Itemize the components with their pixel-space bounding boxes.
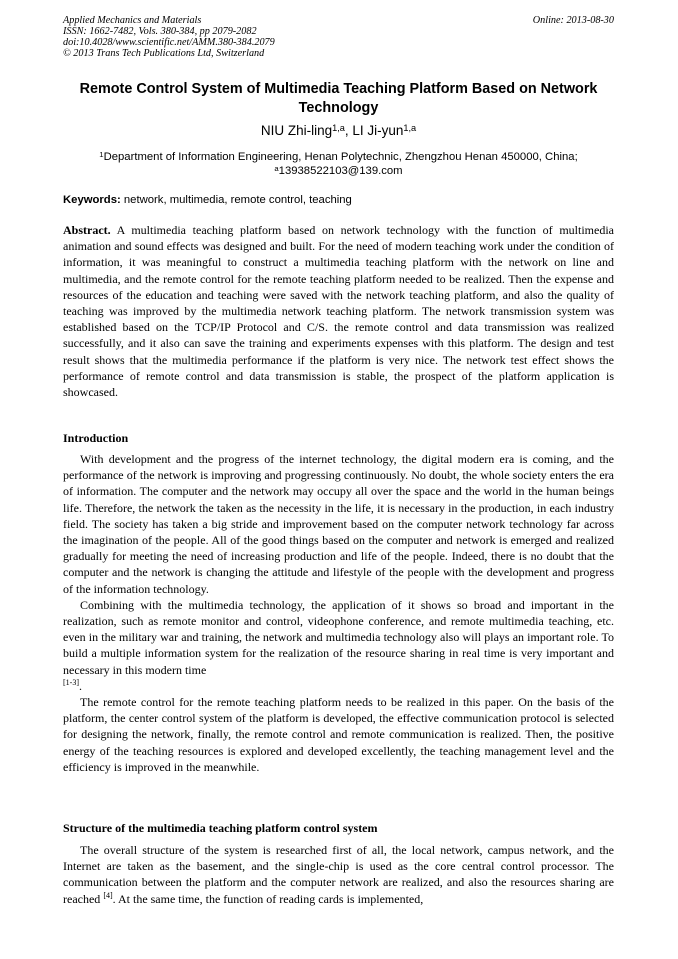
affiliation-block	[63, 150, 614, 178]
introduction-body	[63, 451, 614, 775]
paragraph	[63, 842, 614, 907]
author-affiliation-mark: 1,a	[403, 122, 417, 133]
issn-line: ISSN: 1662-7482, Vols. 380-384, pp 2079-2082	[63, 26, 257, 37]
keywords-text: network, multimedia, remote control, teaching	[120, 194, 352, 206]
paper-title: Remote Control System of Multimedia Teaching Platform Based on Network Technology	[79, 81, 598, 116]
paragraph: The remote control for the remote teaching platform needs to be realized in this paper. On the basis of the platform, the center control system of the platform is developed, the effective communication protocol is selected for designing the network, finally, the remote control and remote communication is realized. Then, the positive energy of the teaching resources is explored and developed excellently, the teaching management level and the efficiency is improved in the meanwhile.	[63, 695, 614, 774]
affiliation-mark: 1	[99, 149, 104, 159]
structure-heading: Structure of the multimedia teaching platform control system	[63, 821, 378, 835]
abstract-label: Abstract.	[63, 223, 111, 237]
journal-header	[63, 15, 275, 59]
author-email: 13938522103@139.com	[278, 165, 403, 177]
email-line	[63, 164, 614, 178]
abstract-text: A multimedia teaching platform based on network technology with the function of multimedia animation and sound effects was designed and built. For the need of modern teaching work under the condition of information, it was meaningful to construct a multimedia teaching platform with the network on line and multimedia, and the remote control for the remote teaching platform needed to be realized. Then the expense and resources of the education and teaching were saved with the network teaching platform, and also the quality of teaching was improved by the multimedia network teaching platform. The network transmission system was established based on the TCP/IP Protocol and C/S. the remote control and data transmission was realized successfully, and it also can save the training and experiments expenses with this platform. The design and test result shows that the multimedia performance if the platform is very nice. The network test effect shows the performance of remote control and data transmission is stable, the prospect of the platform application is showcased.	[63, 223, 614, 400]
paragraph-text: Combining with the multimedia technology, the application of it shows so broad and important in the realization, such as remote monitor and control, videophone conference, and remote multimedia teaching, etc. even in the military war and training, the network and multimedia technology also will plays an important role. To build a multiple information system for the realization of the resource sharing in real time is very important and necessary in this modern time	[63, 597, 614, 677]
online-date: Online: 2013-08-30	[532, 15, 614, 26]
affiliation-text: Department of Information Engineering, Henan Polytechnic, Zhengzhou Henan 450000, China;	[103, 151, 578, 163]
abstract	[63, 222, 614, 400]
affiliation-line	[63, 150, 614, 164]
author-line	[63, 122, 614, 140]
author-name: NIU Zhi-ling	[260, 123, 333, 138]
author-name: LI Ji-yun	[352, 123, 404, 138]
doi-line: doi:10.4028/www.scientific.net/AMM.380-384.2079	[63, 37, 275, 48]
structure-body	[63, 842, 614, 907]
paragraph-text: . At the same time, the function of reading cards is implemented,	[112, 891, 424, 906]
paragraph: With development and the progress of the internet technology, the digital modern era is coming, and the performance of the network is improving and progressing continuously. No doubt, the whole society enters the era of information. The computer and the network may occupy all over the space and the world in the human beings life. Therefore, the network the taken as the necessity in the life, it is necessary in the production, in each industry field. The society has taken a big stride and improvement based on the computer network technology far across the imagination of the people. All of the good things based on the computer and network is emerged and realized gradually for meeting the need of increasing production and life of the people. Indeed, there is no doubt that the computer and the network is changing the attitude and lifestyle of the people with the development and progress of the information technology.	[63, 452, 614, 596]
email-mark: a	[274, 163, 279, 173]
author-affiliation-mark: 1,a	[332, 122, 345, 133]
paragraph-text: The overall structure of the system is researched first of all, the local network, campus network, and the Internet are taken as the basement, and the single-chip is used as the core central control processor. The communication between the platform and the computer network are realized, and also the resources sharing are reached	[63, 843, 614, 906]
citation: [4]	[103, 890, 113, 900]
copyright-line: © 2013 Trans Tech Publications Ltd, Switzerland	[63, 48, 265, 59]
journal-name: Applied Mechanics and Materials	[63, 15, 202, 26]
citation: [1-3]	[63, 678, 79, 688]
introduction-heading: Introduction	[63, 431, 129, 445]
keywords	[63, 193, 614, 207]
paragraph-end: .	[79, 678, 82, 693]
paragraph	[63, 597, 614, 694]
author-separator: ,	[344, 123, 353, 138]
keywords-label: Keywords:	[63, 194, 121, 206]
